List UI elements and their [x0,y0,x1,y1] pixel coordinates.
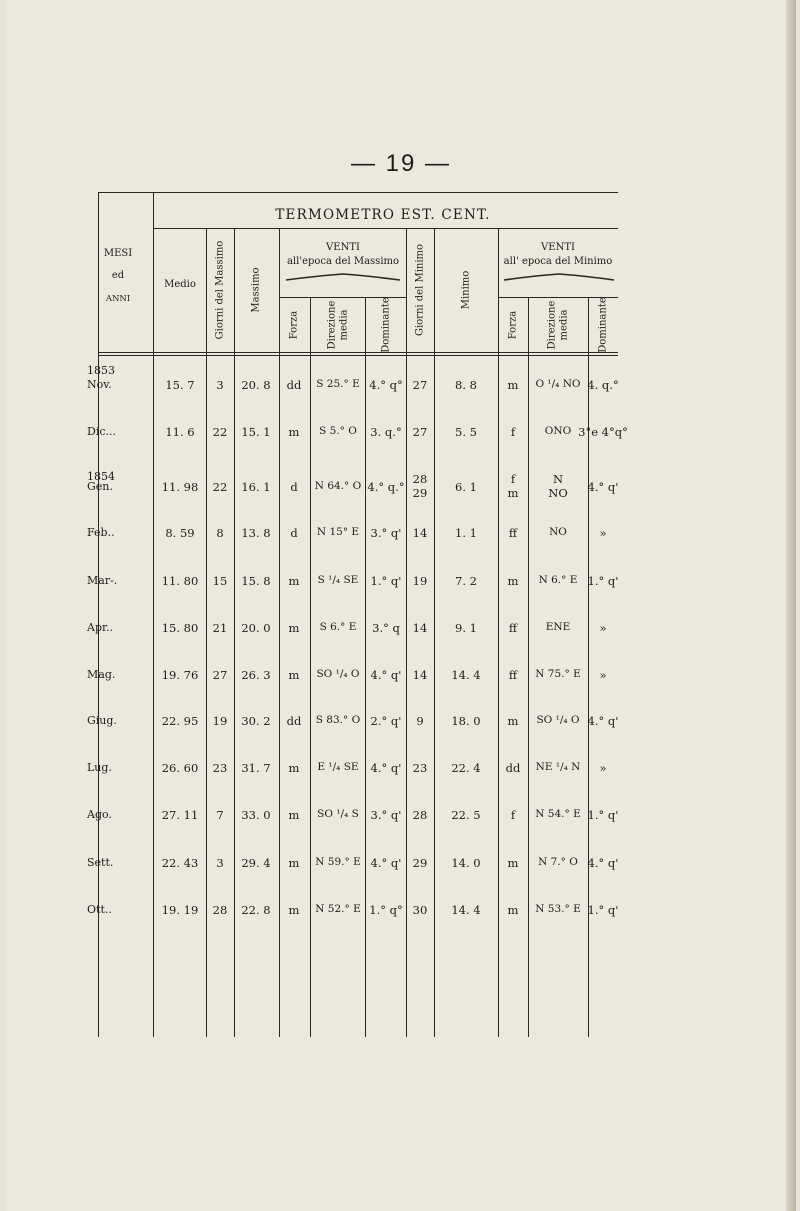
cell-dom1: 3.° q' [370,808,402,822]
cell-dir2: N 75.° E [535,668,581,680]
cell-medio: 27. 11 [161,808,199,822]
cell-max: 26. 3 [241,668,271,682]
cell-forza2: m [507,903,519,917]
cell-dom2: 1.° q' [587,903,619,917]
cell-gmax: 27 [212,668,228,682]
header-venti-min-sub: all' epoca del Minimo [503,256,613,267]
cell-dom2: 1.° q' [587,574,619,588]
cell-gmax: 15 [212,574,228,588]
cell-forza1: m [288,668,300,682]
month-label: Apr.. [87,621,114,634]
cell-min: 9. 1 [455,621,477,635]
cell-dir2: NO [548,486,568,500]
cell-forza2: ff [508,621,518,635]
cell-dom2: 3°e 4°q° [578,425,628,439]
cell-dir2: NE ¹/₄ N [535,761,581,773]
thermometer-table [87,192,628,1037]
cell-dom2: 4.° q' [587,856,619,870]
col-sep-dom1 [365,297,366,1037]
col-sep-dir2 [528,297,529,1037]
cell-medio: 19. 19 [161,903,199,917]
cell-medio: 15. 80 [161,621,199,635]
cell-medio: 22. 95 [161,714,199,728]
cell-max: 29. 4 [241,856,271,870]
col-sep-max [234,228,235,1037]
cell-forza2: dd [505,761,521,775]
cell-forza1: m [288,574,300,588]
cell-max: 16. 1 [241,480,271,494]
cell-dom2: » [599,668,607,682]
month-label: Ott.. [87,903,112,916]
cell-min: 8. 8 [455,378,477,392]
cell-min: 18. 0 [451,714,481,728]
cell-gmax: 19 [212,714,228,728]
month-label: Mag. [87,668,116,681]
page-number: — 19 — [350,150,452,177]
cell-gmin: 14 [412,621,428,635]
month-label: Dic... [87,425,116,438]
cell-forza1: dd [286,714,302,728]
cell-dir1: N 15° E [316,526,360,538]
cell-min: 22. 4 [451,761,481,775]
header-direzione-min-2: media [558,309,570,341]
cell-gmin: 28 [412,472,428,486]
month-label: Gen. [87,480,113,493]
col-sep-min [434,228,435,1037]
cell-forza2: f [510,808,516,822]
month-label: Lug. [87,761,112,774]
cell-forza2: m [507,714,519,728]
month-label: Feb.. [87,526,115,539]
cell-forza2: m [507,856,519,870]
header-direzione-max-1: Direzione [326,300,338,350]
cell-gmin: 29 [412,486,428,500]
cell-gmin: 23 [412,761,428,775]
cell-gmin: 19 [412,574,428,588]
cell-gmin: 14 [412,668,428,682]
month-label: Nov. [87,378,112,391]
cell-dom1: 4.° q.° [367,480,405,494]
cell-max: 31. 7 [241,761,271,775]
cell-forza1: m [288,761,300,775]
cell-gmax: 3 [216,856,224,870]
cell-gmin: 14 [412,526,428,540]
book-page [6,0,796,1211]
header-massimo: Massimo [250,267,262,313]
cell-gmin: 29 [412,856,428,870]
cell-dom1: 3. q.° [370,425,402,439]
cell-gmax: 22 [212,480,228,494]
cell-dir2: N 53.° E [535,903,581,915]
col-sep-gmin [406,228,407,1037]
cell-forza2: ff [508,668,518,682]
cell-dir1: N 64.° O [314,480,362,492]
col-sep-gmax [206,228,207,1037]
header-forza-min: Forza [507,310,519,340]
cell-dir2: N [552,472,564,486]
cell-dir2: ONO [544,425,572,437]
cell-dir1: N 59.° E [315,856,361,868]
cell-dir2: SO ¹/₄ O [536,714,580,726]
cell-dom1: 4.° q' [370,856,402,870]
cell-forza1: m [288,425,300,439]
header-medio: Medio [164,279,196,290]
month-label: Ago. [87,808,112,821]
cell-dom1: 3.° q' [370,526,402,540]
cell-forza2: m [507,486,519,500]
header-venti-max: VENTI [326,242,360,253]
cell-gmin: 9 [416,714,424,728]
cell-dir1: E ¹/₄ SE [317,761,359,773]
year-label: 1854 [87,470,115,483]
col-sep-dir1 [310,297,311,1037]
cell-dom2: » [599,526,607,540]
header-mesi-1: MESI [103,248,133,259]
cell-gmax: 7 [216,808,224,822]
cell-min: 14. 4 [451,903,481,917]
cell-gmin: 28 [412,808,428,822]
cell-forza1: m [288,808,300,822]
cell-gmax: 22 [212,425,228,439]
cell-medio: 11. 6 [165,425,195,439]
cell-dom2: » [599,761,607,775]
header-dominante-max: Dominante [380,297,392,353]
cell-forza1: m [288,856,300,870]
cell-gmin: 27 [412,378,428,392]
cell-gmax: 8 [216,526,224,540]
col-sep-forza2 [498,228,499,1037]
cell-dir2: N 6.° E [538,574,578,586]
cell-medio: 22. 43 [161,856,199,870]
cell-dir2: NO [549,526,567,538]
cell-medio: 11. 80 [161,574,199,588]
cell-min: 14. 0 [451,856,481,870]
month-label: Sett. [87,856,114,869]
table-top-rule [98,192,618,193]
cell-min: 6. 1 [455,480,477,494]
header-bottom-rule [98,352,618,353]
cell-dir1: SO ¹/₄ O [316,668,360,680]
cell-gmax: 23 [212,761,228,775]
cell-gmax: 3 [216,378,224,392]
cell-max: 30. 2 [241,714,271,728]
cell-max: 33. 0 [241,808,271,822]
cell-dom1: 4.° q° [369,378,403,392]
cell-dom1: 1.° q° [369,903,403,917]
table-title: TERMOMETRO EST. CENT. [275,207,491,223]
cell-dir1: S 25.° E [316,378,360,390]
cell-medio: 26. 60 [161,761,199,775]
cell-dir1: S 6.° E [319,621,357,633]
col-sep-medio [153,192,154,1037]
header-mesi-3: ANNI [105,294,131,304]
header-forza-max: Forza [288,310,300,340]
month-label: Mar-. [87,574,118,587]
cell-dom1: 1.° q' [370,574,402,588]
header-mesi-2: ed [111,270,125,281]
cell-medio: 8. 59 [165,526,195,540]
header-bottom-rule-2 [98,355,618,356]
cell-forza2: m [507,574,519,588]
header-dominante-min: Dominante [597,297,609,353]
cell-forza1: m [288,621,300,635]
cell-max: 20. 0 [241,621,271,635]
cell-gmax: 21 [212,621,228,635]
cell-dir2: N 7.° O [538,856,578,868]
cell-forza2: ff [508,526,518,540]
cell-dom1: 4.° q' [370,761,402,775]
cell-max: 15. 8 [241,574,271,588]
cell-forza2: f [510,425,516,439]
header-direzione-max-2: media [338,309,350,341]
cell-medio: 11. 98 [161,480,199,494]
cell-dom2: 1.° q' [587,808,619,822]
cell-min: 5. 5 [455,425,477,439]
cell-forza1: d [290,526,298,540]
page-edge-stain [786,0,796,1211]
cell-dir1: S ¹/₄ SE [317,574,359,586]
cell-min: 22. 5 [451,808,481,822]
cell-gmin: 27 [412,425,428,439]
cell-gmax: 28 [212,903,228,917]
col-sep-dom2 [588,297,589,1037]
title-underline [153,228,618,229]
cell-dom2: 4.° q' [587,714,619,728]
cell-dom2: 4. q.° [587,378,619,392]
cell-min: 14. 4 [451,668,481,682]
col-sep-forza1 [279,228,280,1037]
cell-forza1: dd [286,378,302,392]
header-venti-max-sub: all'epoca del Massimo [286,256,400,267]
cell-forza2: f [510,472,516,486]
cell-dir1: SO ¹/₄ S [317,808,359,820]
header-venti-min: VENTI [541,242,575,253]
cell-forza1: m [288,903,300,917]
header-minimo: Minimo [460,270,472,310]
brace-venti-min [504,272,614,282]
cell-min: 1. 1 [455,526,477,540]
cell-dir2: ENE [545,621,571,633]
cell-medio: 19. 76 [161,668,199,682]
header-direzione-min-1: Direzione [546,300,558,350]
cell-gmin: 30 [412,903,428,917]
cell-max: 22. 8 [241,903,271,917]
cell-dir1: S 83.° O [315,714,361,726]
cell-max: 15. 1 [241,425,271,439]
cell-forza1: d [290,480,298,494]
brace-venti-max [286,272,400,282]
cell-medio: 15. 7 [165,378,195,392]
cell-forza2: m [507,378,519,392]
cell-dir1: S 5.° O [319,425,357,437]
cell-dom1: 3.° q [372,621,400,635]
cell-dom2: 4.° q' [587,480,619,494]
cell-max: 13. 8 [241,526,271,540]
cell-dom1: 2.° q' [370,714,402,728]
cell-dir1: N 52.° E [315,903,361,915]
cell-dom1: 4.° q' [370,668,402,682]
cell-dir2: N 54.° E [535,808,581,820]
year-label: 1853 [87,364,115,377]
cell-dir2: O ¹/₄ NO [535,378,581,390]
month-label: Giug. [87,714,117,727]
cell-dom2: » [599,621,607,635]
header-giorni-minimo: Giorni del Minimo [414,243,426,337]
cell-max: 20. 8 [241,378,271,392]
header-giorni-massimo: Giorni del Massimo [214,240,226,340]
cell-min: 7. 2 [455,574,477,588]
